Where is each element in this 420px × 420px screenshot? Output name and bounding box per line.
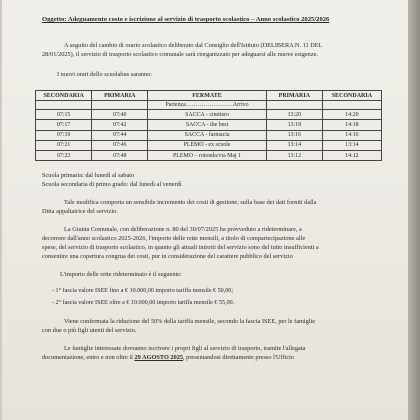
cell-primaria-dep: 07:46	[92, 140, 148, 150]
cell-stop: PLEMO - ex scuole	[148, 140, 267, 150]
cell-primaria-arr: 13:18	[266, 120, 322, 130]
cell-primaria-arr: 13:16	[266, 130, 322, 140]
cell-primaria-dep: 07:48	[92, 150, 148, 160]
reduction-line-2: con due o più figli utenti del servizio.	[42, 327, 137, 334]
cell-secondaria-dep: 07:17	[36, 120, 92, 130]
cost-note-line-1: Tale modifica comporta un sensibile incremento dei costi di gestione, sulla base dei dati forniti dalla	[64, 199, 317, 206]
table-row	[36, 120, 382, 130]
paper-edge-shadow	[408, 0, 420, 420]
table-header-row	[36, 91, 382, 101]
days-secondaria: Scuola secondaria di primo grado: dal lunedì al venerdì	[42, 181, 182, 188]
departure-arrival-label: Partenza……………………Arrivo	[148, 101, 267, 110]
cell-stop: SACCA - cimitero	[148, 110, 267, 120]
cell-primaria-arr: 13:14	[266, 140, 322, 150]
schedule-intro: I nuovi orari dello scuolabus saranno:	[57, 71, 152, 78]
cell-secondaria-dep: 07:15	[36, 110, 92, 120]
table-row	[36, 140, 382, 150]
cost-note-line-2: Ditta appaltatrice del servizio.	[42, 208, 118, 215]
cell-stop: SACCA - the best	[148, 120, 267, 130]
cell-secondaria-arr: 14:18	[322, 120, 381, 130]
document-sheet	[2, 0, 408, 420]
header-secondaria-dep: SECONDARIA	[36, 91, 92, 101]
cell-secondaria-arr: 14:20	[322, 110, 381, 120]
amount-intro: L'importo delle rette rideterminato è il seguente:	[60, 271, 182, 278]
cell-stop: PLEMO – rotonda/via Maj 1	[148, 150, 267, 160]
cell-secondaria-arr: 13:14	[322, 140, 381, 150]
days-primaria: Scuola primaria: dal lunedì al sabato	[42, 172, 135, 179]
header-primaria-arr: PRIMARIA	[266, 91, 322, 101]
header-fermate: FERMATE	[148, 91, 267, 101]
header-secondaria-arr: SECONDARIA	[322, 91, 381, 101]
cell-primaria-dep: 07:44	[92, 130, 148, 140]
cell-secondaria-arr: 14:16	[322, 130, 381, 140]
bus-schedule-table	[35, 90, 382, 161]
cell-secondaria-arr: 14:12	[322, 150, 381, 160]
families-line-1: Le famiglie interessate dovranno iscrivere i propri figli al servizio di trasporto, tramite l'allegata	[64, 345, 306, 352]
table-row	[36, 110, 382, 120]
intro-line-1: A seguito del cambio di orario scolastico deliberato dal Consiglio dell'Istituto (DELIBERA N. 11 DEL	[64, 42, 323, 49]
cell-primaria-dep: 07:42	[92, 120, 148, 130]
reduction-line-1: Viene confermata la riduzione del 50% della tariffa mensile, secondo la fascia ISEE, per le famiglie	[64, 318, 316, 325]
families-line-2: documentazione, entro e non oltre il 29 AGOSTO 2025, presentandosi direttamente presso l'Ufficio	[42, 354, 295, 361]
giunta-line-2: decorrere dall'anno scolastico 2025-2026, l'importo delle rette mensili, a titolo di compartecipazione alle	[42, 235, 306, 242]
list-item: - 2° fascia valore ISEE oltre a € 10.000,00 importo tariffa mensile € 55,00.	[52, 300, 235, 306]
cell-secondaria-dep: 07:21	[36, 140, 92, 150]
cell-primaria-arr: 13:12	[266, 150, 322, 160]
table-row	[36, 150, 382, 160]
giunta-line-1: La Giunta Comunale, con deliberazione n. 80 del 30/07/2025 ha provveduto a rideterminare, a	[64, 226, 302, 233]
table-row	[36, 130, 382, 140]
tariff-list	[52, 285, 234, 309]
deadline-date: 29 AGOSTO 2025	[134, 354, 184, 361]
subject-line: Oggetto: Adeguamento costo e iscrizione al servizio di trasporto scolastico – Anno scolastico 2025/2026	[42, 16, 330, 23]
table-subheader-row	[36, 101, 382, 110]
header-primaria-dep: PRIMARIA	[92, 91, 148, 101]
cell-primaria-arr: 13:20	[266, 110, 322, 120]
giunta-line-4: consentire una copertura congrua dei costi, pur in considerazione del carattere pubblico del servizio	[42, 253, 293, 260]
giunta-line-3: spese, del servizio di trasporto scolastico, in quanto gli attuali introiti del servizio sono del tutto insufficienti a	[42, 244, 319, 251]
list-item: - 1° fascia valore ISEE fino a € 10.000,00 importo tariffa mensile € 50,00;	[52, 288, 234, 294]
cell-stop: SACCA - farmacia	[148, 130, 267, 140]
cell-secondaria-dep: 07:23	[36, 150, 92, 160]
intro-line-2: 28/01/2025), il servizio di trasporto scolastico comunale sarà riorganizzato per adeguarsi alle nuove esigenze.	[42, 51, 318, 58]
cell-secondaria-dep: 07:19	[36, 130, 92, 140]
cell-primaria-dep: 07:40	[92, 110, 148, 120]
